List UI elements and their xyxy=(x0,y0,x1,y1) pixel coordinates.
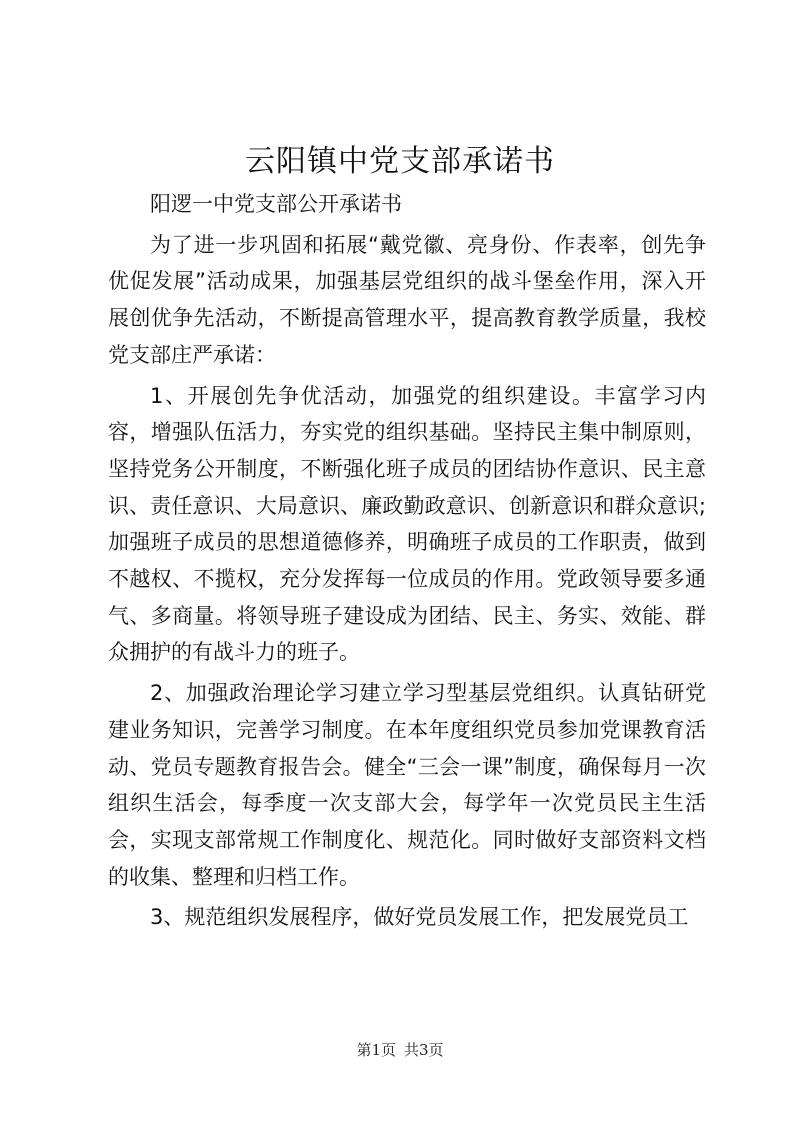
page-number: 第1页 xyxy=(356,1041,396,1059)
page-footer xyxy=(0,1040,800,1060)
document-subtitle: 阳逻一中党支部公开承诺书 xyxy=(150,192,402,216)
document-body xyxy=(108,186,706,936)
body-paragraph-item-2: 2、加强政治理论学习建立学习型基层党组织。认真钻研党建业务知识，完善学习制度。在本年度组织党员参加党课教育活动、党员专题教育报告会。健全“三会一课”制度，确保每月一次组织生活会，每季度一次支部大会，每学年一次党员民主生活会，实现支部常规工作制度化、规范化。同时做好支部资料文档的收集、整理和归档工作。 xyxy=(108,681,706,889)
document-title: 云阳镇中党支部承诺书 xyxy=(245,144,555,179)
page-total: 共3页 xyxy=(404,1041,444,1059)
body-paragraph-item-1: 1、开展创先争优活动，加强党的组织建设。丰富学习内容，增强队伍活力，夯实党的组织基础。坚持民主集中制原则，坚持党务公开制度，不断强化班子成员的团结协作意识、民主意识、责任意识、大局意识、廉政勤政意识、创新意识和群众意识;加强班子成员的思想道德修养，明确班子成员的工作职责，做到不越权、不揽权，充分发挥每一位成员的作用。党政领导要多通气、多商量。将领导班子建设成为团结、民主、务实、效能、群众拥护的有战斗力的班子。 xyxy=(108,383,706,665)
body-paragraph-item-3: 3、规范组织发展程序，做好党员发展工作，把发展党员工 xyxy=(150,905,689,930)
body-paragraph-intro: 为了进一步巩固和拓展“戴党徽、亮身份、作表率，创先争优促发展”活动成果，加强基层党组织的战斗堡垒作用，深入开展创优争先活动，不断提高管理水平，提高教育教学质量，我校党支部庄严承诺： xyxy=(108,232,706,367)
